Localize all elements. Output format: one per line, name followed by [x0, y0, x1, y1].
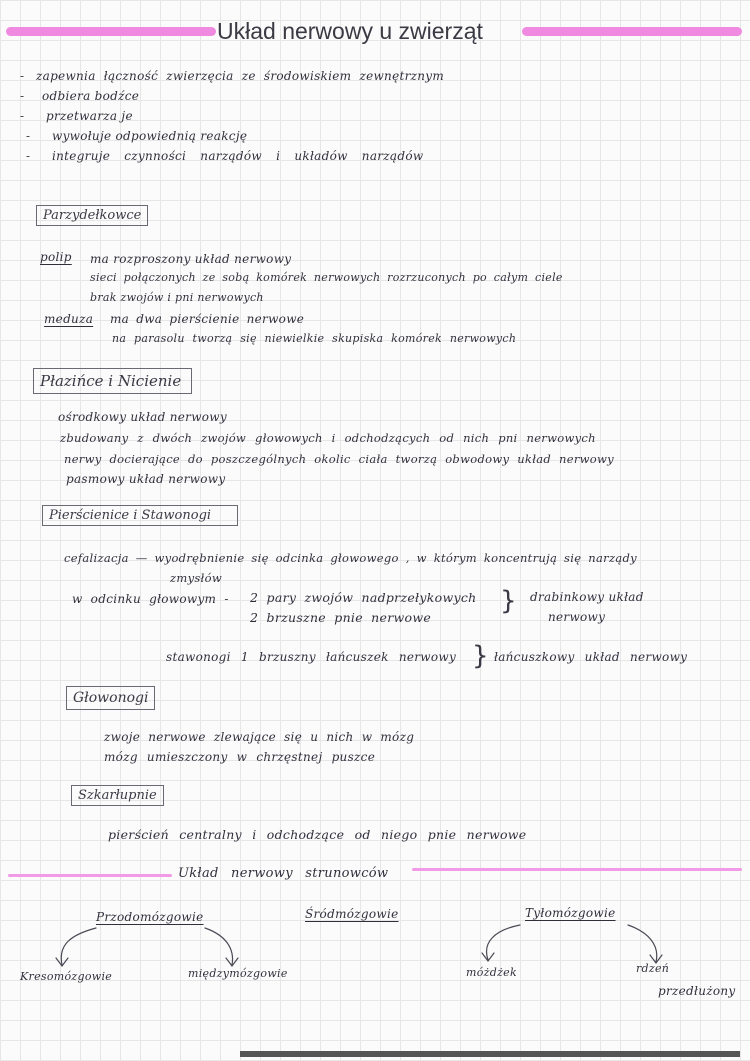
function-item: zapewnia łączność zwierzęcia ze środowiskiem zewnętrznym — [36, 69, 445, 83]
function-dash: - — [20, 89, 25, 103]
heading-glowonogi: Głowonogi — [66, 686, 155, 710]
function-dash: - — [20, 69, 25, 83]
przodomozgowie: Przodomózgowie — [96, 910, 204, 924]
result-lancuszkowy: łańcuszkowy układ nerwowy — [494, 650, 688, 664]
result-drabinkowy: nerwowy — [548, 610, 606, 624]
plazince-line: pasmowy układ nerwowy — [66, 472, 226, 486]
meduza-label: meduza — [44, 312, 94, 326]
stawonogi-line: stawonogi 1 brzuszny łańcuszek nerwowy — [166, 650, 457, 664]
arrow-to-rdzen — [628, 925, 657, 962]
polip-label: polip — [40, 250, 72, 264]
srodmozgowie: Śródmózgowie — [305, 907, 399, 921]
polip-line: ma rozproszony układ nerwowy — [90, 252, 292, 266]
glowonogi-line: zwoje nerwowe zlewające się u nich w mózg — [104, 730, 415, 744]
function-item: odbiera bodźce — [42, 89, 140, 103]
heading-szkarlupnie: Szkarłupnie — [71, 785, 164, 806]
brace-lancuszkowy: } — [472, 641, 489, 671]
heading-pierscienice: Pierścienice i Stawonogi — [42, 505, 238, 526]
rdzen-line1: rdzeń — [636, 962, 670, 975]
bottom-edge — [240, 1051, 740, 1057]
chordates-heading: Układ nerwowy strunowców — [178, 866, 389, 881]
mozdzek: móżdżek — [466, 966, 517, 979]
result-drabinkowy: drabinkowy układ — [530, 590, 644, 604]
function-dash: - — [26, 129, 31, 143]
odcinek-item: 2 brzuszne pnie nerwowe — [250, 610, 432, 625]
cefalizacja-line: zmysłów — [170, 571, 222, 585]
heading-plazince: Płazińce i Nicienie — [33, 368, 192, 394]
miedzymozgowie: międzymózgowie — [188, 967, 288, 980]
plazince-line: zbudowany z dwóch zwojów głowowych i odchodzących od nich pni nerwowych — [60, 431, 596, 445]
cefalizacja-line: cefalizacja — wyodrębnienie się odcinka głowowego , w którym koncentrują się narządy — [64, 551, 637, 565]
glowonogi-line: mózg umieszczony w chrzęstnej puszce — [104, 750, 376, 764]
szkarlupnie-line: pierścień centralny i odchodzące od niego pnie nerwowe — [108, 827, 527, 842]
arrow-to-miedzymozgowie — [205, 928, 233, 965]
meduza-line: ma dwa pierścienie nerwowe — [110, 312, 305, 326]
function-dash: - — [20, 109, 25, 123]
kresomozgowie: Kresomózgowie — [20, 970, 113, 983]
odcinek-label: w odcinku głowowym - — [72, 592, 229, 606]
tylomozgowie: Tyłomózgowie — [525, 906, 616, 920]
page-title: Układ nerwowy u zwierząt — [217, 18, 483, 44]
rdzen-line2: przedłużony — [658, 984, 736, 998]
function-dash: - — [26, 149, 31, 163]
polip-line: brak zwojów i pni nerwowych — [90, 291, 264, 304]
function-item: integruje czynności narządów i układów narządów — [52, 149, 424, 163]
arrow-to-mozdzek — [487, 925, 520, 960]
function-item: przetwarza je — [46, 109, 133, 123]
odcinek-item: 2 pary zwojów nadprzełykowych — [250, 590, 477, 605]
plazince-line: nerwy docierające do poszczególnych okolic ciała tworzą obwodowy układ nerwowy — [64, 452, 614, 466]
polip-line: sieci połączonych ze sobą komórek nerwowych rozrzuconych po całym ciele — [90, 271, 563, 284]
heading-parzydelkowce: Parzydełkowce — [36, 205, 148, 226]
meduza-line: na parasolu tworzą się niewielkie skupiska komórek nerwowych — [112, 332, 517, 345]
function-item: wywołuje odpowiednią reakcję — [52, 129, 248, 143]
plazince-line: ośrodkowy układ nerwowy — [58, 410, 227, 424]
brace-drabinkowy: } — [500, 586, 517, 616]
